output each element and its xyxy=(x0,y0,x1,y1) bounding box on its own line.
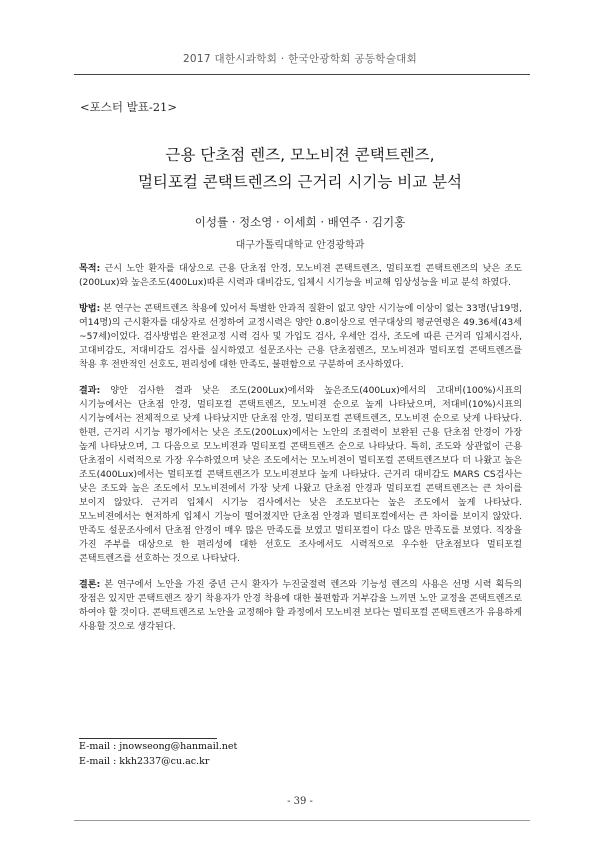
title-line-2: 멀티포컬 콘택트렌즈의 근거리 시기능 비교 분석 xyxy=(137,173,463,191)
results-text: 양안 검사한 결과 낮은 조도(200Lux)에서와 높은조도(400Lux)에서의 고대비(100%)시표의 시기능에서는 단초점 안경, 멀티포컬 콘택트렌즈, 모노비젼 순으로 높게 나타났으며, 저대비(10%)시표의 시기능에서는 전체적으로 낮게 나타났지만 단초점 안경, 멀티포컬 콘택트렌즈, 모노비젼 순으로 낮게 나타났다. 한편, 근거리 시기능 평가에서는 낮은 조도(200Lux)에서는 노안의 조절력이 보완된 근용 단초점 안경이 가장 높게 나타났으며, 그 다음으로 모노비젼과 멀티포컬 콘택트렌즈 순으로 나타났다. 특히, 조도와 상관없이 근용 단초점이 시력적으로 가장 우수하였으며 낮은 조도에서는 모노비젼이 멀티포컬 콘택트렌즈보다 더 나왔고 높은 조도(400Lux)에서는 멀티포컬 콘택트렌즈가 모노비젼보다 높게 나타났다. 근거리 대비감도 MARS CS검사는 낮은 조도와 높은 조도에서 모노비젼에서 가장 낮게 나왔고 단초점 안경과 멀티포컬 콘택트렌즈는 큰 차이를 보이지 않았다. 근거리 입체시 시기능 검사에서는 낮은 조도보다는 높은 조도에서 높게 나타났다. 모노비젼에서는 현저하게 입체시 기능이 떨어졌지만 단초점 안경과 멀티포컬에서는 큰 차이를 보이지 않았다. 만족도 설문조사에서 단초점 안경이 매우 많은 만족도를 보였고 멀티포컬이 다소 많은 만족도를 보였다. 직장을 가진 주부를 대상으로 한 편리성에 대한 선호도 조사에서도 시력적으로 우수한 단초점보다 멀티포컬 콘택트렌즈를 선호하는 것으로 나타났다. xyxy=(79,386,522,564)
results-label: 결과: xyxy=(79,386,101,396)
purpose-text: 근시 노안 환자를 대상으로 근용 단초점 안경, 모노비젼 콘택트렌즈, 멀티포컬 콘택트렌즈의 낮은 조도(200Lux)와 높은조도(400Lux)따른 시력과 대비감도, 입체시 시기능을 비교해 임상성능을 비교 분석 하였다. xyxy=(79,264,522,288)
conclusion-text: 본 연구에서 노안을 가진 중년 근시 환자가 누진굴절력 렌즈와 기능성 렌즈의 사용은 선명 시력 획득의 장점은 있지만 콘택트렌즈 장기 착용자가 안경 착용에 대한 불편함과 거부감을 느끼면 노안 교정을 콘택트렌즈로 하여야 할 것이다. 콘택트렌즈로 노안을 교정해야 할 과정에서 모노비젼 보다는 멀티포컬 콘택트렌즈가 유용하게 사용할 것으로 생각된다. xyxy=(79,580,522,632)
methods-paragraph xyxy=(79,302,522,372)
header-divider xyxy=(74,74,530,75)
conclusion-paragraph xyxy=(79,578,522,634)
methods-text: 본 연구는 콘택트렌즈 착용에 있어서 특별한 안과적 질환이 없고 양안 시기능에 이상이 없는 33명(남19명, 여14명)의 근시환자를 대상자로 선정하여 교정시력은 양안 0.8이상으로 연구대상의 평균연령은 49.36세(43세~57세)이었다. 검사방법은 완전교정 시력 검사 및 가입도 검사, 우세안 검사, 조도에 따른 근거리 입체시검사, 고대비감도, 저대비감도 검사를 실시하였고 설문조사는 근용 단초점렌즈, 모노비젼과 멀티포컬 콘택트렌즈를 착용 후 전반적인 선호도, 편리성에 대한 만족도, 불편함으로 구분하여 조사하였다. xyxy=(79,304,522,370)
email-footnote-2: E-mail : kkh2337@cu.ac.kr xyxy=(79,756,210,767)
authors: 이성률 · 정소영 · 이세희 · 배연주 · 김기홍 xyxy=(194,215,406,229)
purpose-label: 목적: xyxy=(79,264,101,274)
methods-label: 방법: xyxy=(79,304,101,314)
abstract-body xyxy=(79,262,522,646)
purpose-paragraph xyxy=(79,262,522,290)
email-footnote-1: E-mail : jnowseong@hanmail.net xyxy=(79,741,238,752)
page-number: - 39 - xyxy=(287,796,313,807)
results-paragraph xyxy=(79,384,522,566)
affiliation: 대구가톨릭대학교 안경광학과 xyxy=(235,240,365,251)
conclusion-label: 결론: xyxy=(79,580,101,590)
poster-tag: <포스터 발표-21> xyxy=(80,100,177,114)
title-line-1: 근용 단초점 렌즈, 모노비젼 콘택트렌즈, xyxy=(165,146,435,164)
footer-divider xyxy=(74,820,530,821)
conference-header: 2017 대한시과학회 · 한국안광학회 공동학술대회 xyxy=(182,53,418,65)
footnote-divider xyxy=(79,738,217,739)
paper-title xyxy=(0,142,600,196)
